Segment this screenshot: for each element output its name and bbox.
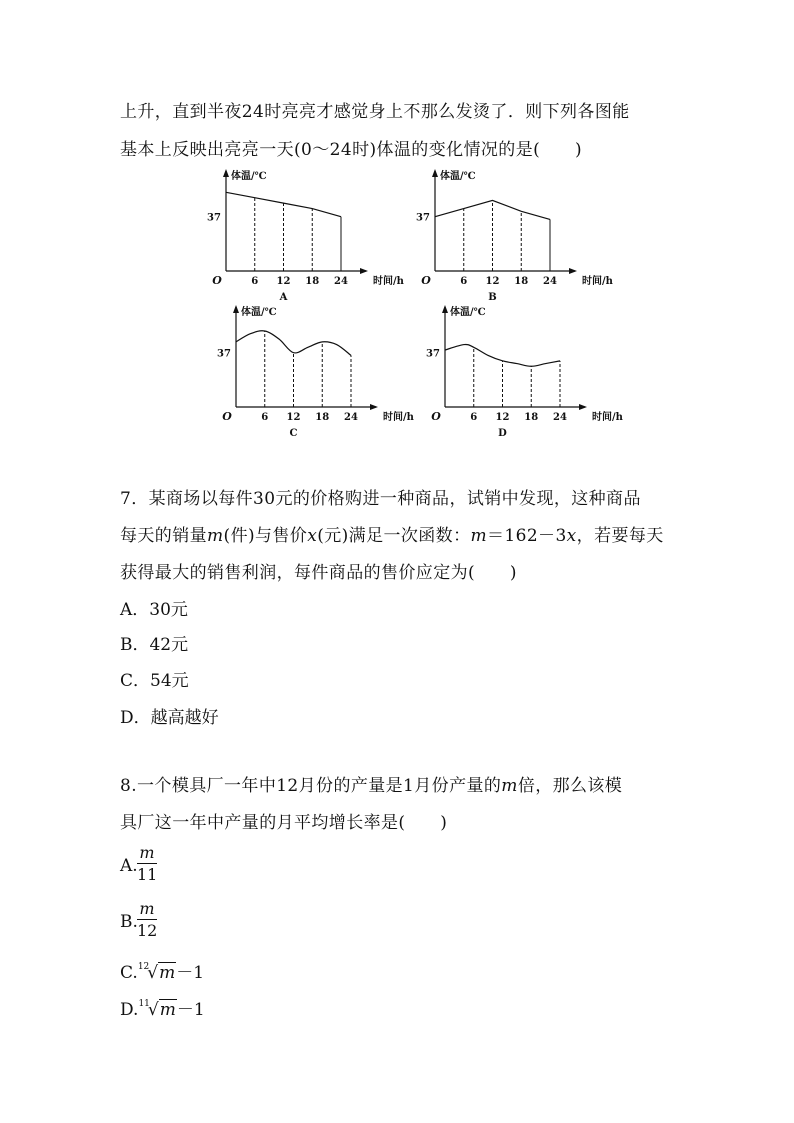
q7-line-2: 每天的销量m(件)与售价x(元)满足一次函数：m＝162－3x，若要每天: [120, 526, 664, 546]
chart-d-x-arrow: [579, 404, 587, 410]
chart-d-xlabel: 时间/h: [592, 412, 623, 423]
chart-a-x-tick-18: 18: [305, 276, 320, 287]
chart-d-series-line: [445, 344, 560, 366]
temperature-charts: [195, 165, 635, 445]
chart-d-panel-label: D: [498, 428, 507, 439]
chart-d-ylabel: 体温/℃: [450, 307, 486, 318]
chart-a-y-tick-37: 37: [207, 212, 221, 224]
chart-a-xlabel: 时间/h: [373, 276, 404, 287]
q8-line-1: 8.一个模具厂一年中12月份的产量是1月份产量的m倍，那么该模: [120, 776, 623, 796]
chart-a-panel-label: A: [279, 292, 288, 303]
chart-c-xlabel: 时间/h: [383, 412, 414, 423]
chart-b-x-tick-12: 12: [485, 276, 500, 287]
chart-b-ylabel: 体温/℃: [440, 171, 476, 182]
q7-option-c[interactable]: C．54元: [120, 671, 189, 691]
q8-option-d[interactable]: D.$^{11}$√m－1: [120, 999, 205, 1020]
q8-option-a-label: A.: [120, 856, 138, 876]
chart-c-x-tick-24: 24: [344, 412, 358, 423]
chart-b-y-arrow: [432, 169, 438, 177]
chart-a-ylabel: 体温/℃: [231, 171, 267, 182]
chart-a-origin: O: [212, 274, 222, 287]
chart-b-x-tick-24: 24: [543, 276, 557, 287]
chart-a-x-tick-24: 24: [334, 276, 348, 287]
q7-line-3: 获得最大的销售利润，每件商品的售价应定为( ): [120, 563, 517, 583]
chart-b-x-tick-6: 6: [460, 276, 468, 287]
chart-a-x-tick-6: 6: [251, 276, 259, 287]
q8-option-a-fraction: m 11: [137, 843, 158, 884]
chart-c-x-arrow: [370, 404, 378, 410]
q8-line-2: 具厂这一年中产量的月平均增长率是( ): [120, 813, 448, 833]
chart-d-x-tick-24: 24: [553, 412, 567, 423]
chart-d-y-arrow: [442, 305, 448, 313]
chart-a-x-arrow: [360, 268, 368, 274]
chart-d-y-tick-37: 37: [426, 348, 440, 360]
q7-line-1: 7．某商场以每件30元的价格购进一种商品，试销中发现，这种商品: [120, 489, 641, 509]
chart-c-series-line: [236, 331, 351, 356]
chart-c-x-tick-18: 18: [315, 412, 330, 423]
chart-b-y-tick-37: 37: [416, 212, 430, 224]
q7-option-d[interactable]: D．越高越好: [120, 708, 219, 728]
q8-option-c[interactable]: C.$^{12}$√m－1: [120, 962, 205, 983]
chart-c-y-tick-37: 37: [217, 348, 231, 360]
chart-c-x-tick-12: 12: [286, 412, 301, 423]
intro-line-2: 基本上反映出亮亮一天(0～24时)体温的变化情况的是( ): [120, 140, 582, 160]
chart-a-x-tick-12: 12: [276, 276, 291, 287]
q8-option-b-fraction: m 12: [137, 899, 158, 940]
q7-option-b[interactable]: B．42元: [120, 635, 189, 655]
chart-c-ylabel: 体温/℃: [241, 307, 277, 318]
chart-c-origin: O: [222, 410, 232, 423]
chart-b-x-tick-18: 18: [514, 276, 529, 287]
chart-b-origin: O: [421, 274, 431, 287]
chart-b-panel-label: B: [488, 292, 497, 303]
chart-d-x-tick-6: 6: [470, 412, 478, 423]
chart-d-origin: O: [431, 410, 441, 423]
q7-option-a[interactable]: A．30元: [120, 600, 188, 620]
chart-b-x-arrow: [569, 268, 577, 274]
intro-line-1: 上升，直到半夜24时亮亮才感觉身上不那么发烫了．则下列各图能: [120, 102, 630, 122]
chart-c-y-arrow: [233, 305, 239, 313]
q8-option-b-label: B.: [120, 912, 138, 932]
chart-c-panel-label: C: [289, 428, 298, 439]
chart-d-x-tick-18: 18: [524, 412, 539, 423]
chart-d-x-tick-12: 12: [495, 412, 510, 423]
chart-c-x-tick-6: 6: [261, 412, 269, 423]
chart-b-xlabel: 时间/h: [582, 276, 613, 287]
chart-a-y-arrow: [223, 169, 229, 177]
